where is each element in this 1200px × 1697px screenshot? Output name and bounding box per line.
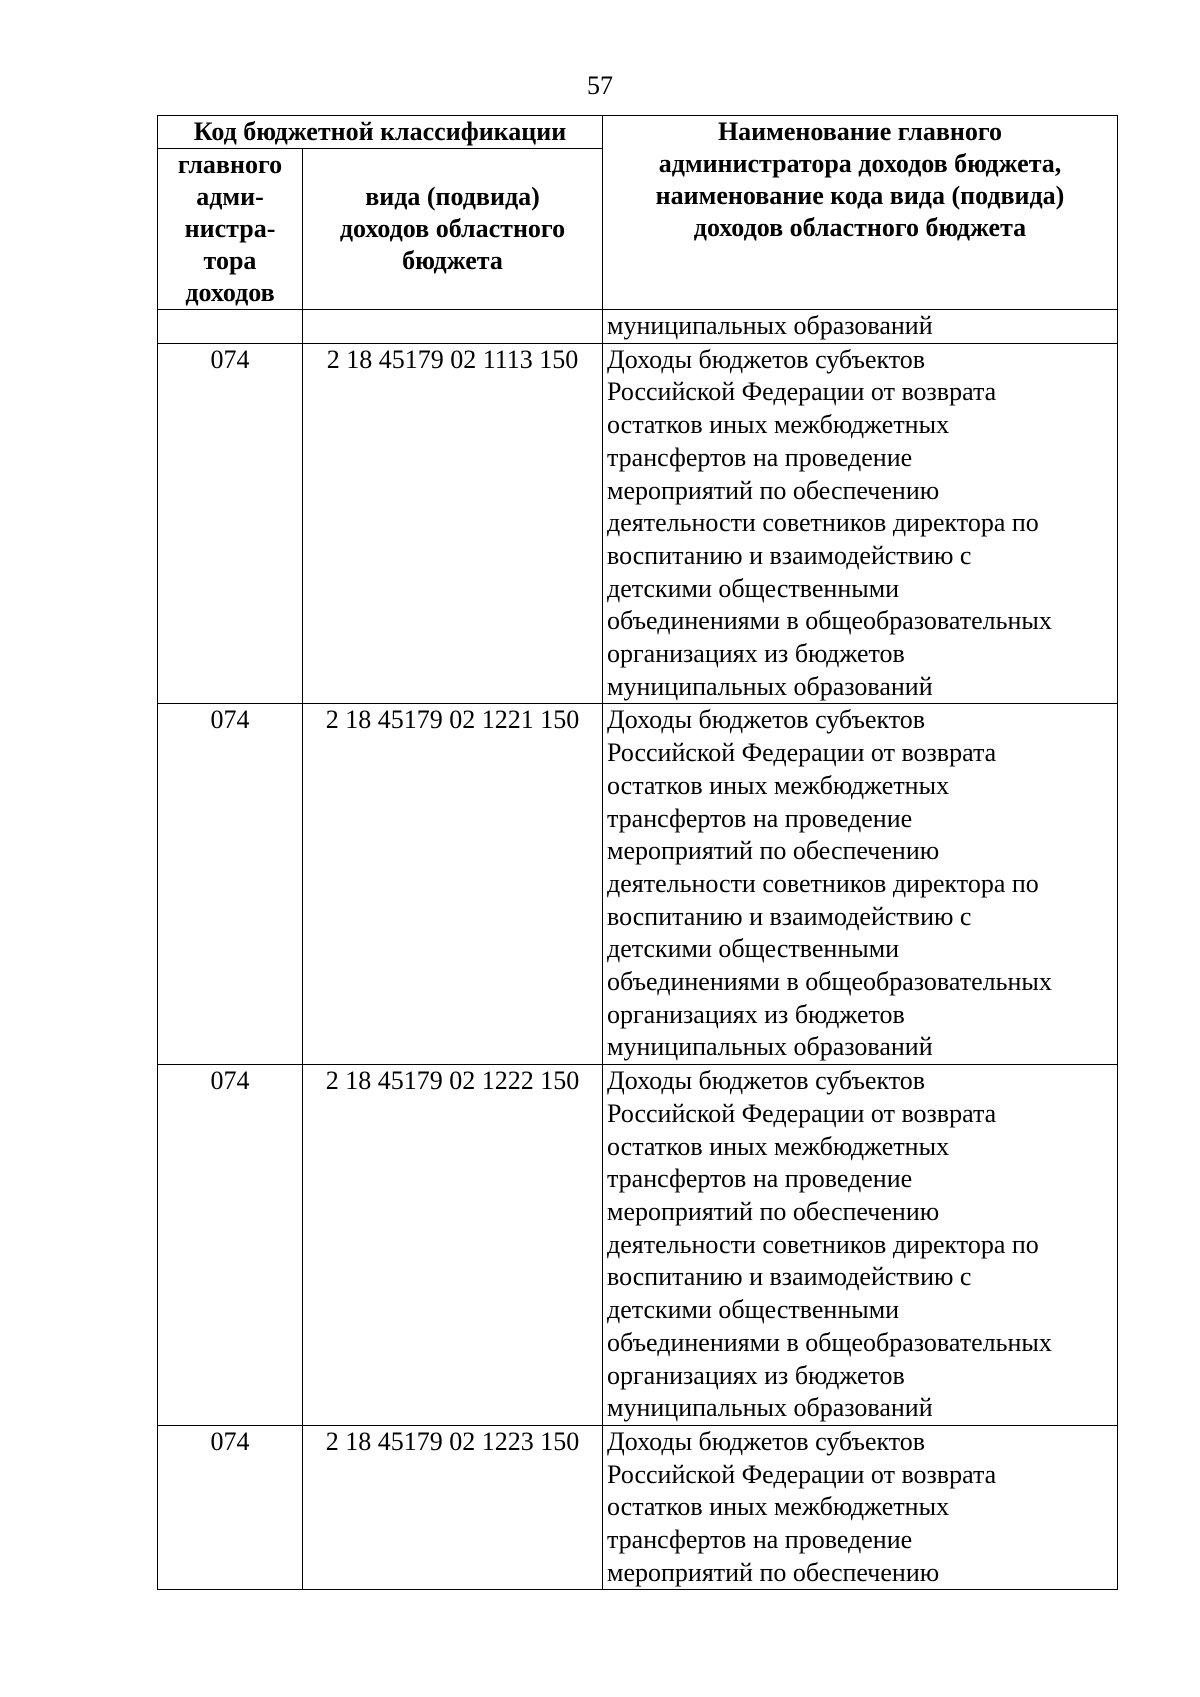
admin-header-line: главного bbox=[177, 150, 283, 179]
income-name-line: Доходы бюджетов субъектов bbox=[607, 344, 926, 374]
name-header-line: наименование кода вида (подвида) bbox=[655, 181, 1065, 210]
income-name-line: муниципальных образований bbox=[607, 1393, 933, 1423]
table-row bbox=[158, 343, 1118, 704]
income-code-cell: 2 18 45179 02 1223 150 bbox=[303, 1425, 603, 1590]
income-name-line: воспитанию и взаимодействию с bbox=[607, 540, 972, 570]
income-code-cell: 2 18 45179 02 1113 150 bbox=[303, 343, 603, 704]
admin-header-line: адми- bbox=[196, 182, 264, 211]
name-column-header bbox=[603, 116, 1118, 310]
income-name-line: организациях из бюджетов bbox=[607, 1360, 905, 1390]
income-name-line: Российской Федерации от возврата bbox=[607, 377, 997, 407]
admin-header-line: нистра- bbox=[184, 214, 276, 243]
group-header-budget-classification: Код бюджетной классификации bbox=[158, 116, 603, 149]
income-name-line: объединениями в общеобразовательных bbox=[607, 606, 1052, 636]
income-name-line: трансфертов на проведение bbox=[607, 1525, 913, 1555]
income-name-line: воспитанию и взаимодействию с bbox=[607, 901, 972, 931]
income-name-line: организациях из бюджетов bbox=[607, 639, 905, 669]
table-header bbox=[158, 116, 1118, 310]
income-name-cell bbox=[603, 343, 1118, 704]
income-name-line: деятельности советников директора по bbox=[607, 508, 1039, 538]
table-row bbox=[158, 1425, 1118, 1590]
income-name-line: остатков иных межбюджетных bbox=[607, 1492, 950, 1522]
table-row bbox=[158, 310, 1118, 344]
name-header-line: администратора доходов бюджета, bbox=[658, 149, 1062, 178]
admin-code-cell: 074 bbox=[158, 1425, 303, 1590]
income-name-line: Российской Федерации от возврата bbox=[607, 1459, 997, 1489]
income-name-line: муниципальных образований bbox=[607, 311, 933, 340]
income-name-line: трансфертов на проведение bbox=[607, 1164, 913, 1194]
income-name-line: Российской Федерации от возврата bbox=[607, 1098, 997, 1128]
admin-code-cell: 074 bbox=[158, 704, 303, 1065]
income-name-line: объединениями в общеобразовательных bbox=[607, 967, 1052, 997]
income-name-cell bbox=[603, 1425, 1118, 1590]
income-name-line: организациях из бюджетов bbox=[607, 999, 905, 1029]
name-header-line: Наименование главного bbox=[717, 117, 1003, 146]
admin-header-line: доходов bbox=[185, 278, 275, 307]
income-name-line: остатков иных межбюджетных bbox=[607, 1131, 950, 1161]
income-header-line: доходов областного bbox=[339, 214, 566, 243]
income-name-line: Доходы бюджетов субъектов bbox=[607, 1066, 926, 1096]
income-code-cell: 2 18 45179 02 1222 150 bbox=[303, 1065, 603, 1426]
income-name-line: мероприятий по обеспечению bbox=[607, 1196, 940, 1226]
income-code-cell bbox=[303, 310, 603, 344]
income-name-line: детскими общественными bbox=[607, 1295, 900, 1325]
income-name-line: трансфертов на проведение bbox=[607, 803, 913, 833]
name-header-line: доходов областного бюджета bbox=[693, 213, 1027, 242]
income-name-line: мероприятий по обеспечению bbox=[607, 1557, 940, 1587]
income-name-line: мероприятий по обеспечению bbox=[607, 475, 940, 505]
admin-code-cell bbox=[158, 310, 303, 344]
income-name-line: остатков иных межбюджетных bbox=[607, 410, 950, 440]
income-name-line: Доходы бюджетов субъектов bbox=[607, 705, 926, 735]
income-name-cell bbox=[603, 310, 1118, 344]
income-name-line: Доходы бюджетов субъектов bbox=[607, 1426, 926, 1456]
income-name-cell bbox=[603, 1065, 1118, 1426]
income-name-line: деятельности советников директора по bbox=[607, 868, 1039, 898]
budget-classification-table bbox=[157, 115, 1118, 1590]
admin-code-cell: 074 bbox=[158, 1065, 303, 1426]
income-name-line: муниципальных образований bbox=[607, 671, 933, 701]
income-name-line: детскими общественными bbox=[607, 573, 900, 603]
income-name-line: воспитанию и взаимодействию с bbox=[607, 1262, 972, 1292]
admin-code-cell: 074 bbox=[158, 343, 303, 704]
income-name-line: Российской Федерации от возврата bbox=[607, 738, 997, 768]
income-code-cell: 2 18 45179 02 1221 150 bbox=[303, 704, 603, 1065]
admin-header-line: тора bbox=[203, 246, 257, 275]
admin-column-header bbox=[158, 149, 303, 310]
income-code-column-header bbox=[303, 149, 603, 310]
income-header-line: вида (подвида) bbox=[365, 182, 540, 211]
income-name-line: детскими общественными bbox=[607, 934, 900, 964]
income-name-line: мероприятий по обеспечению bbox=[607, 836, 940, 866]
table-row bbox=[158, 704, 1118, 1065]
income-name-line: остатков иных межбюджетных bbox=[607, 770, 950, 800]
income-name-line: объединениями в общеобразовательных bbox=[607, 1327, 1052, 1357]
table-body bbox=[158, 310, 1118, 1590]
income-name-line: трансфертов на проведение bbox=[607, 442, 913, 472]
page-number: 57 bbox=[587, 71, 613, 100]
income-name-cell bbox=[603, 704, 1118, 1065]
income-name-line: деятельности советников директора по bbox=[607, 1229, 1039, 1259]
table-row bbox=[158, 1065, 1118, 1426]
header-row-group bbox=[158, 116, 1118, 149]
income-name-line: муниципальных образований bbox=[607, 1032, 933, 1062]
income-header-line: бюджета bbox=[402, 246, 503, 275]
